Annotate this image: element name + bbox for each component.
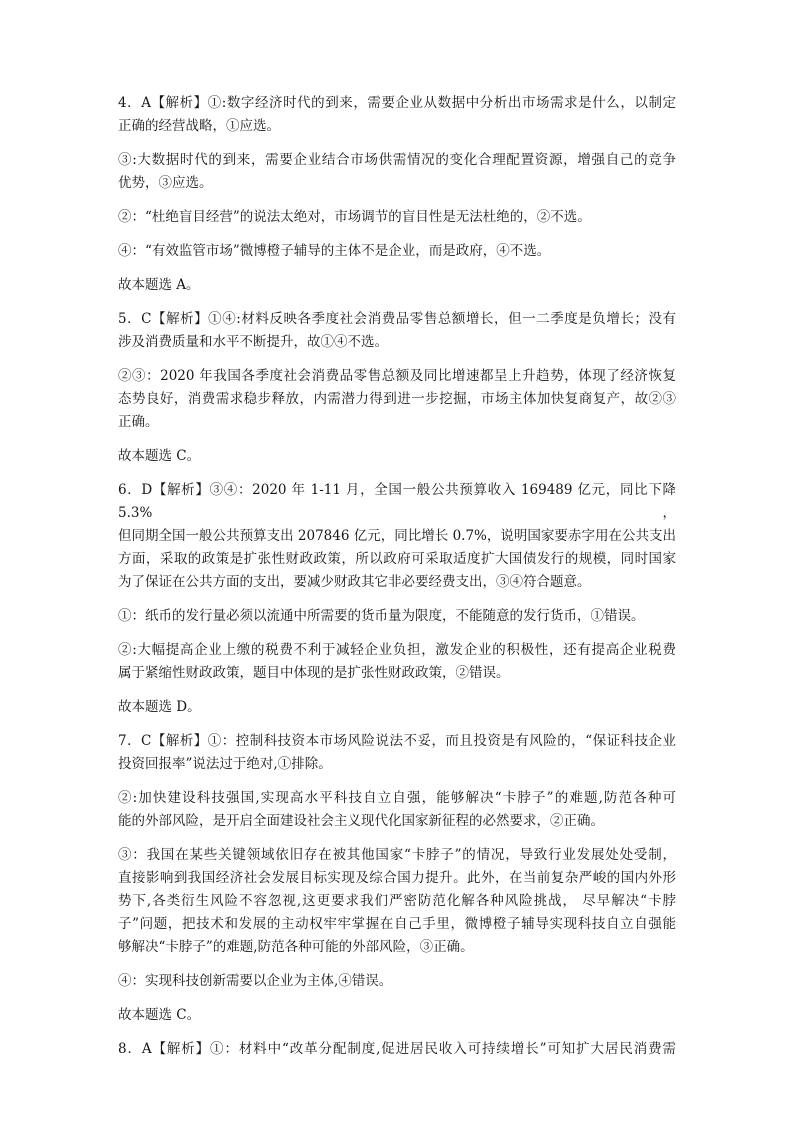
text-line: 投资回报率”说法过于绝对,①排除。 xyxy=(118,756,332,772)
text-line: 态势良好，消费需求稳步释放，内需潜力得到进一步挖掘，市场主体加快复商复产，故②③ xyxy=(118,391,676,407)
paragraph xyxy=(118,1038,676,1061)
text-line: 够解决“卡脖子”的难题,防范各种可能的外部风险，③正确。 xyxy=(118,939,474,955)
paragraph xyxy=(118,274,676,297)
text-line: 势下,各类衍生风险不容忽视,这更要求我们严密防范化解各种风险挑战， 尽早解决“卡脖 xyxy=(118,893,676,909)
document-page xyxy=(118,92,676,1072)
text-line: 故本题选 C。 xyxy=(118,448,201,464)
paragraph xyxy=(118,445,676,468)
text-line: 5．C【解析】①④:材料反映各季度社会消费品零售总额增长，但一二季度是负增长；没有 xyxy=(118,311,676,327)
text-line: 子”问题，把技术和发展的主动权牢牢掌握在自己手里，微博橙子辅导实现科技自立自强能 xyxy=(118,916,676,932)
text-line: 故本题选 D。 xyxy=(118,699,201,715)
paragraph xyxy=(118,787,676,833)
paragraph xyxy=(118,730,676,776)
text-line: ③:大数据时代的到来，需要企业结合市场供需情况的变化合理配置资源，增强自己的竞争 xyxy=(118,152,676,168)
paragraph xyxy=(118,308,676,354)
paragraph xyxy=(118,844,676,959)
text-line: 属于紧缩性财政政策，题目中体现的是扩张性财政政策，②错误。 xyxy=(118,665,510,681)
paragraph xyxy=(118,149,676,195)
paragraph xyxy=(118,92,676,138)
text-line: ②③：2020 年我国各季度社会消费品零售总额及同比增速都呈上升趋势，体现了经济恢复 xyxy=(118,368,676,384)
text-line: ①：纸币的发行量必须以流通中所需要的货币量为限度，不能随意的发行货币，①错误。 xyxy=(118,608,645,624)
text-line: 4．A【解析】①:数字经济时代的到来，需要企业从数据中分析出市场需求是什么，以制定 xyxy=(118,95,676,111)
text-line: ②:大幅提高企业上缴的税费不利于减轻企业负担，激发企业的积极性，还有提高企业税费 xyxy=(118,642,676,658)
text-line: 故本题选 C。 xyxy=(118,1007,201,1023)
text-line: ④：实现科技创新需要以企业为主体,④错误。 xyxy=(118,973,393,989)
text-line: ④：“有效监管市场”微博橙子辅导的主体不是企业，而是政府，④不选。 xyxy=(118,243,551,259)
paragraph xyxy=(118,365,676,434)
paragraph xyxy=(118,479,676,594)
paragraph xyxy=(118,206,676,229)
text-line: 方面，采取的政策是扩张性财政政策，所以政府可采取适度扩大国债发行的规模，同时国家 xyxy=(118,551,676,567)
text-line: 优势，③应选。 xyxy=(118,175,213,191)
text-line: 7．C【解析】①：控制科技资本市场风险说法不妥，而且投资是有风险的，“保证科技企业 xyxy=(118,733,676,749)
text-line: ③：我国在某些关键领域依旧存在被其他国家“卡脖子”的情况，导致行业发展处处受制， xyxy=(118,847,676,863)
paragraph xyxy=(118,1004,676,1027)
text-line: 正确。 xyxy=(118,414,159,430)
text-line: 为了保证在公共方面的支出，要减少财政其它非必要经费支出，③④符合题意。 xyxy=(118,574,591,590)
paragraph xyxy=(118,605,676,628)
text-line: 直接影响到我国经济社会发展目标实现及综合国力提升。此外，在当前复杂严峻的国内外形 xyxy=(118,870,676,886)
text-line: 故本题选 A。 xyxy=(118,277,200,293)
text-line: 6．D【解析】③④：2020 年 1-11 月，全国一般公共预算收入 169489 亿元，同比下降 5.3%， xyxy=(118,482,676,521)
paragraph xyxy=(118,639,676,685)
text-line: 8．A【解析】①：材料中“改革分配制度,促进居民收入可持续增长”可知扩大居民消费需 xyxy=(118,1041,676,1057)
text-line: 能的外部风险，是开启全面建设社会主义现代化国家新征程的必然要求，②正确。 xyxy=(118,813,604,829)
paragraph xyxy=(118,240,676,263)
text-line: ②:加快建设科技强国,实现高水平科技自立自强，能够解决“卡脖子”的难题,防范各种可 xyxy=(118,790,676,806)
text-line: 正确的经营战略，①应选。 xyxy=(118,118,280,134)
paragraph xyxy=(118,970,676,993)
text-line: 涉及消费质量和水平不断提升，故①④不选。 xyxy=(118,334,388,350)
paragraph xyxy=(118,696,676,719)
text-line: ②：“杜绝盲目经营”的说法太绝对，市场调节的盲目性是无法杜绝的，②不选。 xyxy=(118,209,591,225)
text-line: 但同期全国一般公共预算支出 207846 亿元，同比增长 0.7%，说明国家要赤字用在公共支出 xyxy=(118,528,676,544)
